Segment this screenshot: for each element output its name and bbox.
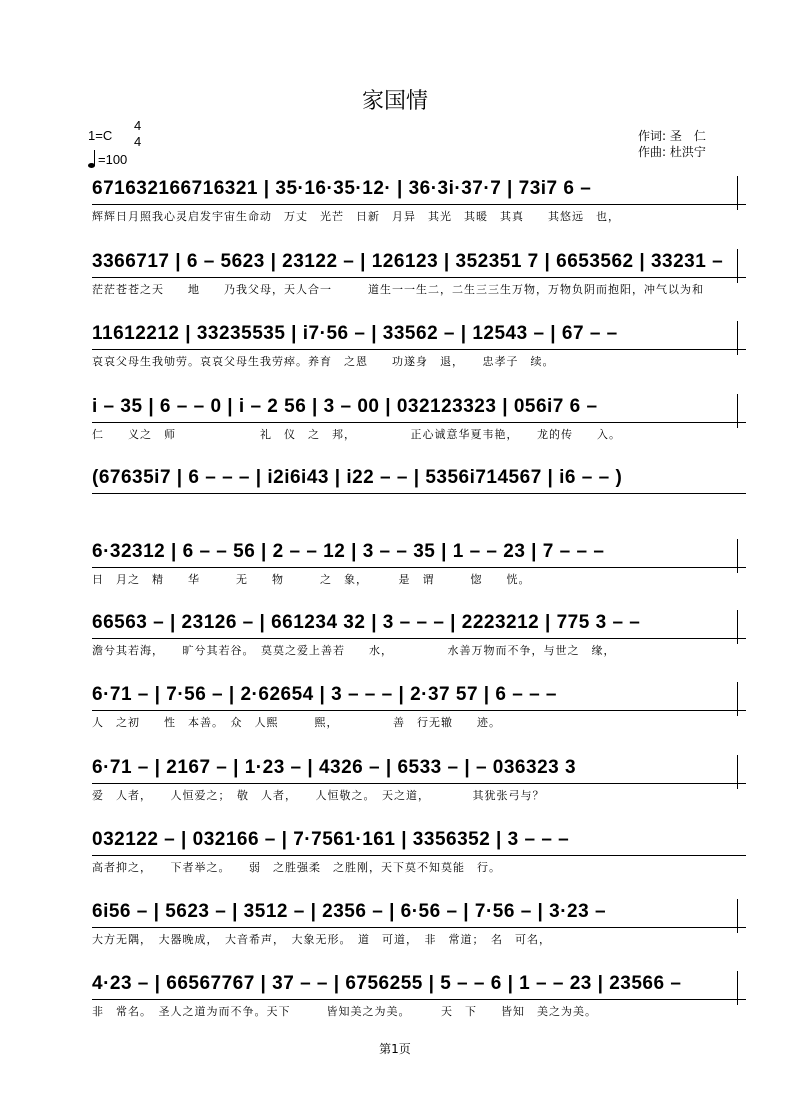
barline — [737, 610, 738, 644]
notation-line: i – 35 | 6 – – 0 | i – 2 56 | 3 – 00 | 032123323 | 056i7 6 – — [92, 396, 746, 423]
credits — [638, 128, 706, 160]
lyrics-line: 澹兮其若海， 旷兮其若谷。 莫莫之爱上善若 水， 水善万物而不争，与世之 缘， — [92, 644, 616, 657]
notation-line: (67635i7 | 6 – – – | i2i6i43 | i22 – – | 5356i714567 | i6 – – ) — [92, 467, 746, 494]
lyrics-line: 高者抑之， 下者举之。 弱 之胜强柔 之胜刚，天下莫不知莫能 行。 — [92, 861, 501, 874]
lyrics-line: 日 月之 精 华 无 物 之 象， 是 谓 惚 恍。 — [92, 573, 531, 586]
tempo-value: =100 — [98, 152, 128, 167]
score-system — [0, 901, 790, 959]
lyrics-line: 大方无隅， 大器晚成， 大音希声， 大象无形。 道 可道， 非 常道； 名 可名， — [92, 933, 551, 946]
notation-line: 66563 – | 23126 – | 661234 32 | 3 – – – | 2223212 | 775 3 – – — [92, 612, 746, 639]
lyrics-line: 仁 义之 师 礼 仪 之 邦， 正心诚意华夏韦艳， 龙的传 入。 — [92, 428, 621, 441]
time-signature-top: 4 — [134, 118, 142, 133]
score-system — [0, 541, 790, 599]
score-system — [0, 323, 790, 381]
lyrics-line: 爱 人者， 人恒爱之； 敬 人者， 人恒敬之。 天之道， 其犹张弓与？ — [92, 789, 545, 802]
quarter-note-icon — [88, 150, 96, 168]
notation-line: 671632166716321 | 35·16·35·12· | 36·3i·37·7 | 73i7 6 – — [92, 178, 746, 205]
barline — [737, 539, 738, 573]
score-system — [0, 684, 790, 742]
notation-line: 4·23 – | 66567767 | 37 – – | 6756255 | 5 – – 6 | 1 – – 23 | 23566 – — [92, 973, 746, 1000]
time-signature-bottom: 4 — [134, 134, 142, 149]
key-signature: 1=C — [88, 128, 113, 143]
score-system — [0, 251, 790, 309]
lyricist: 作词: 圣 仁 — [638, 129, 706, 143]
barline — [737, 755, 738, 789]
lyrics-line — [92, 497, 746, 515]
lyrics-line: 茫茫苍苍之天 地 乃我父母，天人合一 道生一一生二，二生三三生万物，万物负阴而抱阳，冲气以为和 — [92, 283, 704, 296]
time-signature — [134, 118, 141, 150]
score-system — [0, 829, 790, 887]
lyrics-line: 哀哀父母生我劬劳。哀哀父母生我劳瘁。养育 之恩 功遂身 退， 忠孝子 续。 — [92, 355, 555, 368]
notation-line: 6·32312 | 6 – – 56 | 2 – – 12 | 3 – – 35 | 1 – – 23 | 7 – – – — [92, 541, 746, 568]
score-system — [0, 178, 790, 236]
barline — [737, 249, 738, 283]
song-title: 家国情 — [361, 89, 428, 114]
score-system — [0, 757, 790, 815]
barline — [737, 321, 738, 355]
lyrics-line: 辉辉日月照我心灵启发宇宙生命动 万丈 光芒 日新 月异 其光 其暖 其真 其悠远 也， — [92, 210, 620, 223]
score-system — [0, 973, 790, 1031]
lyrics-line: 非 常名。 圣人之道为而不争。天下 皆知美之为美。 天 下 皆知 美之为美。 — [92, 1005, 597, 1018]
score-system — [0, 612, 790, 670]
lyrics-line: 人 之初 性 本善。 众 人熙 熙， 善 行无辙 迹。 — [92, 716, 501, 729]
barline — [737, 899, 738, 933]
barline — [737, 682, 738, 716]
notation-line: 032122 – | 032166 – | 7·7561·161 | 3356352 | 3 – – – — [92, 829, 746, 856]
page-number: 第1页 — [379, 1042, 411, 1056]
notation-line: 11612212 | 33235535 | i7·56 – | 33562 – | 12543 – | 67 – – — [92, 323, 746, 350]
barline — [737, 971, 738, 1005]
notation-line: 6·71 – | 2167 – | 1·23 – | 4326 – | 6533 – | – 036323 3 — [92, 757, 746, 784]
barline — [737, 176, 738, 210]
composer: 作曲: 杜洪宁 — [638, 145, 706, 159]
score-system — [0, 467, 790, 525]
notation-line: 6·71 – | 7·56 – | 2·62654 | 3 – – – | 2·37 57 | 6 – – – — [92, 684, 746, 711]
barline — [737, 394, 738, 428]
score-system — [0, 396, 790, 454]
notation-line: 6i56 – | 5623 – | 3512 – | 2356 – | 6·56 – | 7·56 – | 3·23 – — [92, 901, 746, 928]
tempo-marking — [88, 150, 127, 168]
notation-line: 3366717 | 6 – 5623 | 23122 – | 126123 | 352351 7 | 6653562 | 33231 – — [92, 251, 746, 278]
